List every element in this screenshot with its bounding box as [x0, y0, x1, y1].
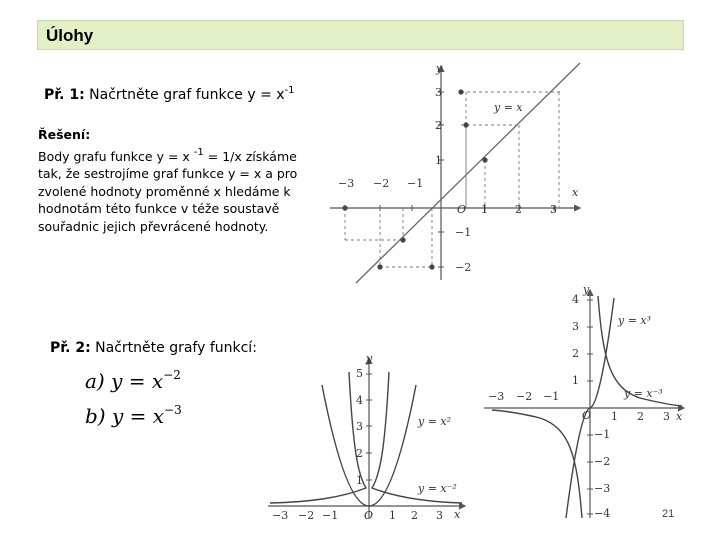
solution-line-5: souřadnic jejich převrácené hodnoty. — [38, 218, 269, 234]
g2-label-xm2: y = x⁻² — [418, 482, 457, 495]
g1-x-tick: −2 — [373, 177, 390, 190]
g2-y-tick: 1 — [356, 474, 363, 487]
g3-x-axis-label: x — [676, 410, 683, 423]
solution-line-1-exponent: -1 — [193, 146, 204, 158]
g3-x-tick: −1 — [543, 390, 560, 403]
g3-y-tick: −3 — [594, 482, 611, 495]
g2-x-tick: −3 — [272, 509, 289, 522]
section-title: Úlohy — [46, 26, 94, 45]
g3-y-tick: 4 — [572, 293, 579, 306]
g1-x-tick: 2 — [515, 203, 522, 216]
g2-x-axis-label: x — [454, 508, 461, 521]
g1-x-tick: −1 — [407, 177, 424, 190]
g2-y-tick: 4 — [356, 394, 363, 407]
g1-y-tick: −2 — [455, 261, 472, 274]
g1-y-tick: −1 — [455, 226, 472, 239]
g1-y-tick: 1 — [435, 154, 442, 167]
formula-a-base: a) y = x — [85, 369, 164, 393]
g1-x-tick: −3 — [338, 177, 355, 190]
g2-origin-label: O — [364, 509, 374, 522]
g3-y-tick: −2 — [594, 455, 611, 468]
example-1-text: Načrtněte graf funkce y = x — [89, 87, 285, 103]
g3-x-tick: 2 — [637, 410, 644, 423]
g2-x-tick: −2 — [298, 509, 315, 522]
g3-x-tick: −2 — [516, 390, 533, 403]
g1-origin-label: O — [457, 203, 467, 216]
g3-y-tick: 3 — [572, 320, 579, 333]
g2-label-x2: y = x² — [418, 415, 452, 428]
example-2-prefix: Př. 2: — [50, 340, 91, 356]
g3-x-tick: 1 — [611, 410, 618, 423]
g2-x-tick: 1 — [389, 509, 396, 522]
g3-origin-label: O — [582, 409, 592, 422]
formula-b-base: b) y = x — [85, 404, 165, 428]
g1-x-tick: 1 — [481, 203, 488, 216]
g3-label-x3: y = x³ — [618, 314, 652, 327]
g3-y-tick: −1 — [594, 428, 611, 441]
g2-y-axis-label: y — [366, 352, 373, 365]
g1-x-tick: 3 — [550, 203, 557, 216]
g3-y-tick: 2 — [572, 347, 579, 360]
example-1-exponent: -1 — [284, 85, 295, 96]
solution-line-3: zvolené hodnoty proměnné x hledáme k — [38, 183, 291, 199]
g2-x-tick: −1 — [322, 509, 339, 522]
g1-x-axis-label: x — [572, 186, 579, 199]
g3-y-tick: −4 — [594, 507, 611, 520]
g3-x-tick: 3 — [663, 410, 670, 423]
g1-line-label: y = x — [494, 101, 523, 114]
g1-y-tick: 2 — [435, 119, 442, 132]
formula-b-exponent: −3 — [164, 403, 182, 417]
g2-y-tick: 5 — [356, 367, 363, 380]
g2-x-tick: 2 — [411, 509, 418, 522]
g2-x-tick: 3 — [436, 509, 443, 522]
g1-y-axis-label: y — [436, 62, 443, 75]
solution-line-1-end: = 1/x získáme — [207, 148, 297, 164]
formula-a-exponent: −2 — [163, 368, 181, 382]
example-1-prefix: Př. 1: — [44, 87, 85, 103]
g2-y-tick: 3 — [356, 420, 363, 433]
solution-line-1-start: Body grafu funkce y = x — [38, 148, 190, 164]
g3-x-tick: −3 — [488, 390, 505, 403]
solution-heading: Řešení: — [38, 127, 91, 142]
example-2-text: Načrtněte grafy funkcí: — [95, 340, 257, 356]
g2-y-tick: 2 — [356, 447, 363, 460]
g3-label-xm3: y = x⁻³ — [624, 387, 663, 400]
g1-y-tick: 3 — [435, 86, 442, 99]
solution-line-2: tak, že sestrojíme graf funkce y = x a pro — [38, 166, 298, 181]
page-number: 21 — [662, 508, 675, 520]
solution-line-4: hodnotám této funkce v téže soustavě — [38, 201, 280, 216]
g3-y-axis-label: y — [583, 283, 590, 296]
g3-y-tick: 1 — [572, 374, 579, 387]
